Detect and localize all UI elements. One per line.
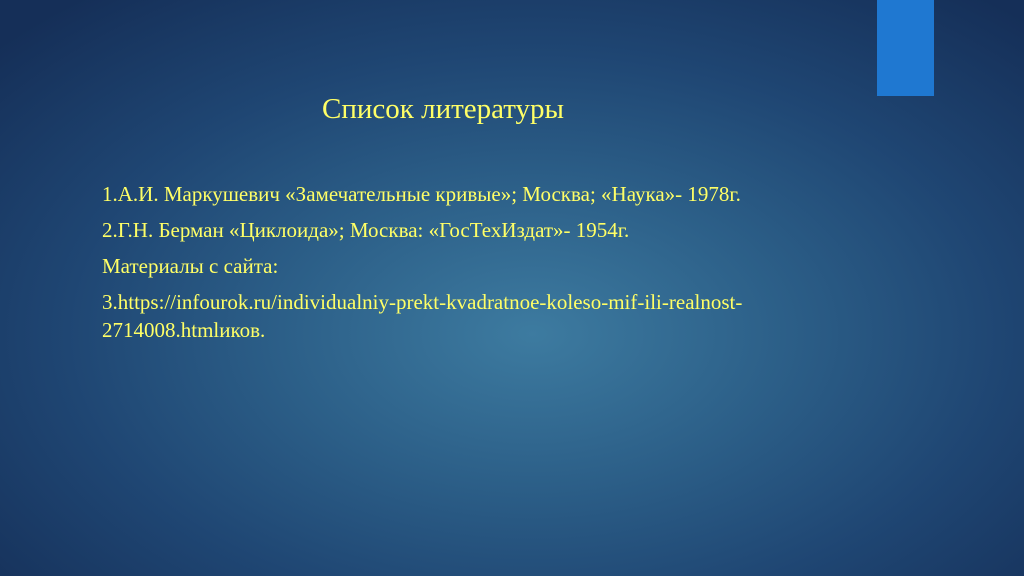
materials-heading: Материалы с сайта: [102,254,279,278]
bibliography-item: 3.https://infourok.ru/individualniy-prekt-kvadratnoe-koleso-mif-ili-realnost-2714008.htmlиков. [102,290,743,342]
bibliography-list [102,180,822,352]
bibliography-item: 2.Г.Н. Берман «Циклоида»; Москва: «ГосТехИздат»- 1954г. [102,218,630,242]
accent-bar [877,0,934,96]
bibliography-item: 1.А.И. Маркушевич «Замечательные кривые»; Москва; «Наука»- 1978г. [102,182,741,206]
slide-title: Список литературы [322,93,565,125]
